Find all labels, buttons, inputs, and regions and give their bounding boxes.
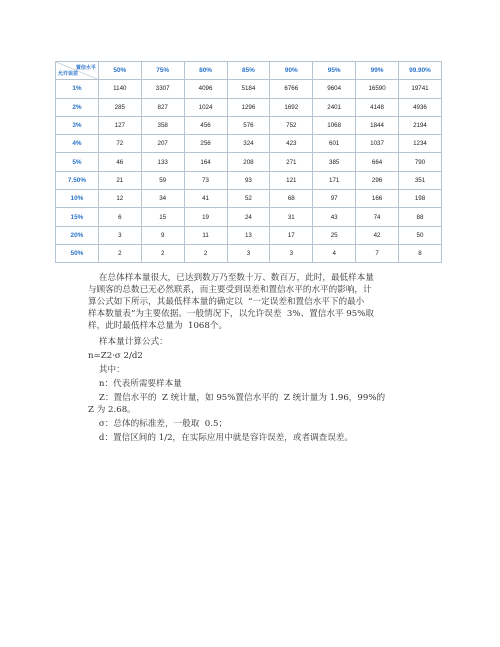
table-cell: 664 xyxy=(356,153,399,171)
table-row xyxy=(56,244,442,262)
table-row xyxy=(56,226,442,244)
table-cell: 97 xyxy=(313,190,356,208)
table-row xyxy=(56,171,442,189)
table-cell: 6766 xyxy=(270,80,313,98)
table-cell: 351 xyxy=(399,171,442,189)
row-header: 3% xyxy=(56,116,99,134)
column-header: 99.90% xyxy=(399,62,442,80)
body-text-line: 样，此时最低样本总量为 1068个。 xyxy=(88,321,228,331)
table-cell: 456 xyxy=(184,116,227,134)
corner-label-confidence: 置信水平 xyxy=(75,65,96,71)
table-cell: 1024 xyxy=(184,98,227,116)
table-cell: 17 xyxy=(270,226,313,244)
column-header: 99% xyxy=(356,62,399,80)
table-cell: 296 xyxy=(356,171,399,189)
table-cell: 50 xyxy=(399,226,442,244)
table-cell: 601 xyxy=(313,135,356,153)
table-cell: 68 xyxy=(270,190,313,208)
table-cell: 15 xyxy=(141,208,184,226)
table-row xyxy=(56,135,442,153)
table-cell: 59 xyxy=(141,171,184,189)
table-cell: 24 xyxy=(227,208,270,226)
column-header: 75% xyxy=(141,62,184,80)
table-cell: 385 xyxy=(313,153,356,171)
table-cell: 208 xyxy=(227,153,270,171)
table-cell: 11 xyxy=(184,226,227,244)
table-cell: 324 xyxy=(227,135,270,153)
table-corner-cell xyxy=(56,62,99,80)
table-cell: 4096 xyxy=(184,80,227,98)
table-cell: 423 xyxy=(270,135,313,153)
table-cell: 41 xyxy=(184,190,227,208)
sample-size-table xyxy=(55,61,442,263)
table-header-row xyxy=(56,62,442,80)
column-header: 95% xyxy=(313,62,356,80)
body-text-line: 样本数量表”为主要依据。一般情况下，以允许误差 3%、置信水平 95%取 xyxy=(88,309,374,319)
table-cell: 4936 xyxy=(399,98,442,116)
body-text-line: 与顾客的总数已无必然联系，而主要受到误差和置信水平的水平的影响，计 xyxy=(88,285,372,295)
table-cell: 13 xyxy=(227,226,270,244)
table-cell: 4 xyxy=(313,244,356,262)
table-cell: 73 xyxy=(184,171,227,189)
table-cell: 42 xyxy=(356,226,399,244)
table-cell: 93 xyxy=(227,171,270,189)
table-row xyxy=(56,208,442,226)
table-cell: 198 xyxy=(399,190,442,208)
row-header: 1% xyxy=(56,80,99,98)
body-text-line: n=Z2·σ 2/d2 xyxy=(88,351,143,361)
row-header: 5% xyxy=(56,153,99,171)
table-cell: 171 xyxy=(313,171,356,189)
corner-label-error: 允许误差 xyxy=(58,71,79,78)
table-cell: 46 xyxy=(98,153,141,171)
table-row xyxy=(56,190,442,208)
row-header: 10% xyxy=(56,190,99,208)
table-cell: 2194 xyxy=(399,116,442,134)
body-text-line: σ：总体的标准差，一般取 0.5； xyxy=(88,419,228,429)
table-row xyxy=(56,98,442,116)
row-header: 15% xyxy=(56,208,99,226)
column-header: 85% xyxy=(227,62,270,80)
table-cell: 1296 xyxy=(227,98,270,116)
body-text-line: d：置信区间的 1/2，在实际应用中就是容许误差，或者调查误差。 xyxy=(88,433,354,443)
table-row xyxy=(56,116,442,134)
row-header: 2% xyxy=(56,98,99,116)
table-cell: 8 xyxy=(399,244,442,262)
table-cell: 7 xyxy=(356,244,399,262)
table-cell: 5184 xyxy=(227,80,270,98)
table-cell: 576 xyxy=(227,116,270,134)
table-cell: 3 xyxy=(270,244,313,262)
body-text-line: Z：置信水平的 Z 统计量，如 95%置信水平的 Z 统计量为 1.96，99%的 xyxy=(88,393,386,403)
table-cell: 6 xyxy=(98,208,141,226)
table-cell: 16590 xyxy=(356,80,399,98)
table-cell: 19741 xyxy=(399,80,442,98)
table-cell: 285 xyxy=(98,98,141,116)
column-header: 50% xyxy=(98,62,141,80)
table-cell: 1140 xyxy=(98,80,141,98)
table-cell: 133 xyxy=(141,153,184,171)
table-cell: 256 xyxy=(184,135,227,153)
table-cell: 752 xyxy=(270,116,313,134)
table-cell: 25 xyxy=(313,226,356,244)
table-cell: 121 xyxy=(270,171,313,189)
row-header: 50% xyxy=(56,244,99,262)
table-cell: 2 xyxy=(98,244,141,262)
table-cell: 207 xyxy=(141,135,184,153)
table-cell: 4148 xyxy=(356,98,399,116)
table-cell: 72 xyxy=(98,135,141,153)
row-header: 20% xyxy=(56,226,99,244)
table-cell: 74 xyxy=(356,208,399,226)
table-cell: 1234 xyxy=(399,135,442,153)
table-cell: 88 xyxy=(399,208,442,226)
column-header: 90% xyxy=(270,62,313,80)
table-cell: 2 xyxy=(184,244,227,262)
table-cell: 9604 xyxy=(313,80,356,98)
table-row xyxy=(56,80,442,98)
body-text-line: 算公式如下所示，其最低样本量的确定以 “一定误差和置信水平下的最小 xyxy=(88,297,365,307)
table-cell: 52 xyxy=(227,190,270,208)
table-cell: 1692 xyxy=(270,98,313,116)
table-cell: 164 xyxy=(184,153,227,171)
table-cell: 271 xyxy=(270,153,313,171)
table-cell: 790 xyxy=(399,153,442,171)
body-text-line: n：代表所需要样本量 xyxy=(88,379,182,389)
table-cell: 358 xyxy=(141,116,184,134)
table-cell: 9 xyxy=(141,226,184,244)
row-header: 4% xyxy=(56,135,99,153)
body-text-line: 在总体样本量很大，已达到数万乃至数十万、数百万，此时，最低样本量 xyxy=(88,273,374,283)
body-text-line: 其中： xyxy=(88,365,125,375)
table-cell: 166 xyxy=(356,190,399,208)
table-cell: 31 xyxy=(270,208,313,226)
table-cell: 1844 xyxy=(356,116,399,134)
column-header: 80% xyxy=(184,62,227,80)
table-cell: 2401 xyxy=(313,98,356,116)
table-cell: 3 xyxy=(227,244,270,262)
table-cell: 127 xyxy=(98,116,141,134)
table-cell: 1068 xyxy=(313,116,356,134)
body-text-line: Z 为 2.68。 xyxy=(88,405,136,415)
table-cell: 21 xyxy=(98,171,141,189)
table-cell: 43 xyxy=(313,208,356,226)
body-text-line: 样本量计算公式： xyxy=(88,337,168,347)
table-cell: 3 xyxy=(98,226,141,244)
table-cell: 3307 xyxy=(141,80,184,98)
table-row xyxy=(56,153,442,171)
table-cell: 1037 xyxy=(356,135,399,153)
table-cell: 12 xyxy=(98,190,141,208)
table-cell: 2 xyxy=(141,244,184,262)
table-cell: 19 xyxy=(184,208,227,226)
table-cell: 34 xyxy=(141,190,184,208)
table-cell: 827 xyxy=(141,98,184,116)
row-header: 7.50% xyxy=(56,171,99,189)
